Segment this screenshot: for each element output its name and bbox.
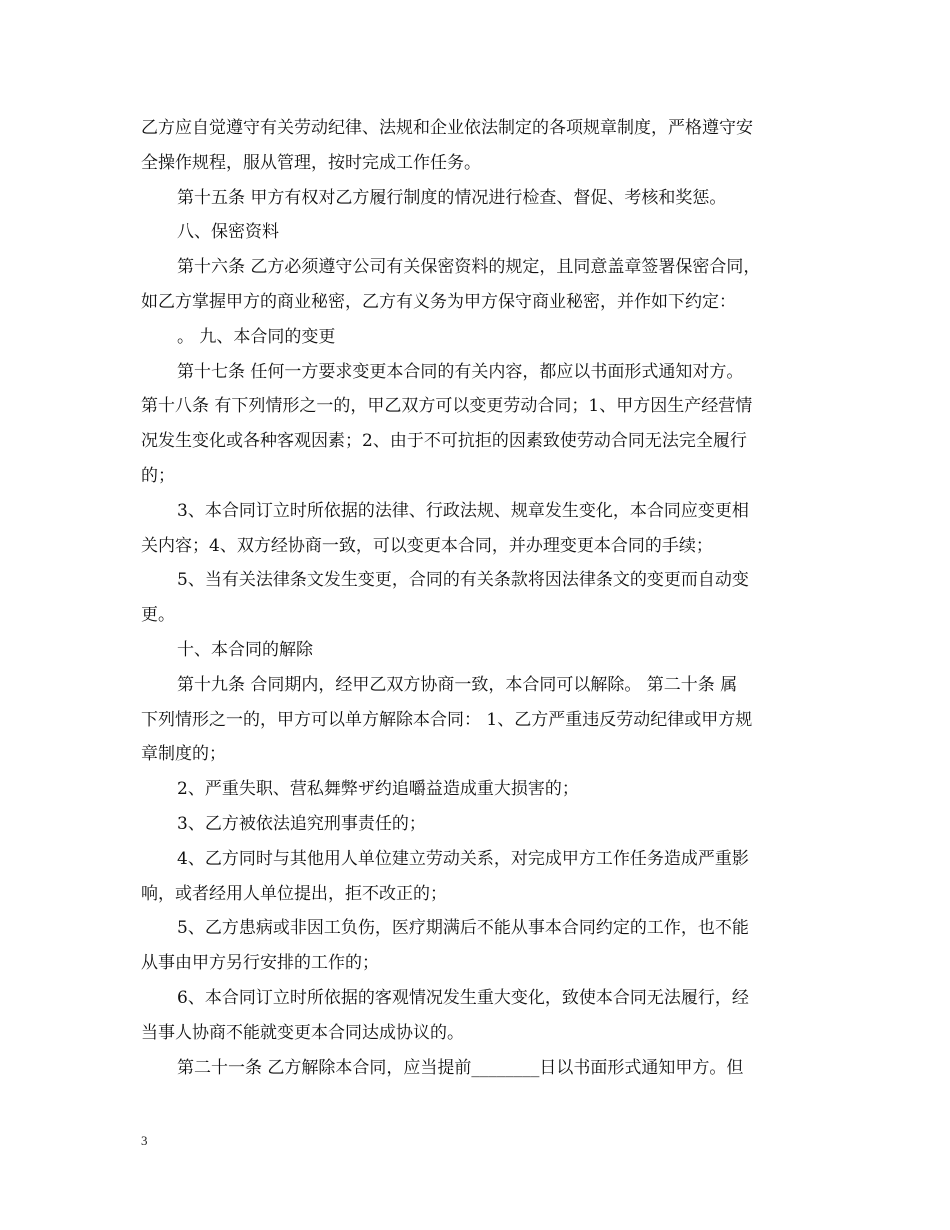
section-heading: 八、保密资料 xyxy=(177,222,279,243)
text-line: 况发生变化或各种客观因素；2、由于不可抗拒的因素致使劳动合同无法完全履行 xyxy=(141,431,747,452)
text-line: 第十六条 乙方必须遵守公司有关保密资料的规定，且同意盖章签署保密合同， xyxy=(177,257,761,278)
text-line: 乙方应自觉遵守有关劳动纪律、法规和企业依法制定的各项规章制度，严格遵守安 xyxy=(141,118,753,138)
text-line: 从事由甲方另行安排的工作的； xyxy=(141,953,379,974)
text-line: 响，或者经用人单位提出，拒不改正的； xyxy=(141,883,447,904)
document-body xyxy=(141,111,811,1085)
text-line: 4、乙方同时与其他用人单位建立劳动关系，对完成甲方工作任务造成严重影 xyxy=(177,848,749,869)
text-line: 3、本合同订立时所依据的法律、行政法规、规章发生变化，本合同应变更相 xyxy=(177,500,749,521)
text-line: 5、当有关法律条文发生变更，合同的有关条款将因法律条文的变更而自动变 xyxy=(177,570,749,591)
text-line: 第十七条 任何一方要求变更本合同的有关内容，都应以书面形式通知对方。 xyxy=(177,361,744,382)
text-line: 章制度的； xyxy=(141,744,226,765)
text-line: 全操作规程，服从管理，按时完成工作任务。 xyxy=(141,152,481,173)
text-line: 更。 xyxy=(141,605,175,626)
text-line: 第十八条 有下列情形之一的，甲乙双方可以变更劳动合同；1、甲方因生产经营情 xyxy=(141,396,753,417)
text-line: 第十九条 合同期内，经甲乙双方协商一致，本合同可以解除。 第二十条 属 xyxy=(177,674,738,695)
text-line: 3、乙方被依法追究刑事责任的； xyxy=(177,813,426,834)
text-line: 如乙方掌握甲方的商业秘密，乙方有义务为甲方保守商业秘密，并作如下约定： xyxy=(141,291,736,312)
text-line: 第十五条 甲方有权对乙方履行制度的情况进行检查、督促、考核和奖惩。 xyxy=(177,187,727,208)
text-line: 5、乙方患病或非因工负伤，医疗期满后不能从事本合同约定的工作，也不能 xyxy=(177,918,749,939)
text-line: 下列情形之一的，甲方可以单方解除本合同： 1、乙方严重违反劳动纪律或甲方规 xyxy=(141,709,753,730)
text-line: 的； xyxy=(141,465,175,486)
text-line: 2、严重失职、营私舞弊ザ约追嚼益造成重大损害的； xyxy=(177,779,579,800)
text-line: 关内容；4、双方经协商一致，可以变更本合同，并办理变更本合同的手续； xyxy=(141,535,713,556)
section-heading: 。 九、本合同的变更 xyxy=(177,326,336,347)
text-line: 6、本合同订立时所依据的客观情况发生重大变化，致使本合同无法履行，经 xyxy=(177,987,749,1008)
section-heading: 十、本合同的解除 xyxy=(177,639,313,660)
text-line: 当事人协商不能就变更本合同达成协议的。 xyxy=(141,1022,464,1043)
text-line: 第二十一条 乙方解除本合同，应当提前________日以书面形式通知甲方。但 xyxy=(177,1057,744,1078)
page-number: 3 xyxy=(141,1133,148,1148)
